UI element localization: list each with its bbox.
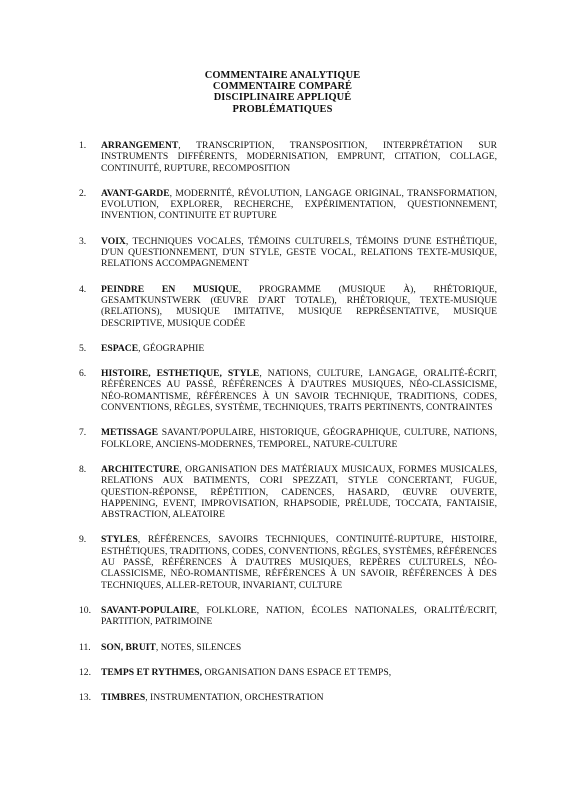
item-text: ORGANISATION DANS ESPACE ET TEMPS, bbox=[202, 666, 392, 678]
item-heading: METISSAGE bbox=[101, 427, 159, 439]
list-item bbox=[79, 642, 497, 653]
item-number: 13. bbox=[79, 692, 91, 704]
list-item bbox=[79, 692, 497, 703]
item-heading: TEMPS ET RYTHMES, bbox=[101, 666, 203, 678]
item-heading: ARCHITECTURE bbox=[101, 463, 180, 475]
list-item bbox=[79, 368, 497, 413]
item-heading: ARRANGEMENT bbox=[101, 140, 179, 151]
item-text: , RÉFÉRENCES, SAVOIRS TECHNIQUES, CONTINUITÉ-RUPTURE, HISTOIRE, ESTHÉTIQUES, TRADITIONS, CODES, CONVENTIONS, RÈGLES, SYSTÈMES, RÉFÉRENCES AU PASSÉ, RÉFÉRENCES À D'AUTRES MUSIQUES, REPÈRES CULTURELS, NÉO-CLASSICISME, NÉO-ROMANTISME, RÉFÉRENCES À UN SAVOIR, RÉFÉRENCES À DES TECHNIQUES, ALLER-RETOUR, INVARIANT, CULTURE bbox=[101, 534, 497, 591]
title-line: COMMENTAIRE COMPARÉ bbox=[212, 81, 353, 93]
item-number: 11. bbox=[79, 641, 91, 653]
item-text: , FOLKLORE, NATION, ÉCOLES NATIONALES, ORALITÉ/ECRIT, PARTITION, PATRIMOINE bbox=[101, 604, 497, 628]
item-text: , PROGRAMME (MUSIQUE À), RHÉTORIQUE, GESAMTKUNSTWERK (ŒUVRE D'ART TOTALE), RHÉTORIQUE, TEXTE-MUSIQUE (RELATIONS), MUSIQUE IMITATIVE, MUSIQUE REPRÉSENTATIVE, MUSIQUE DESCRIPTIVE, MUSIQUE CODÉE bbox=[101, 283, 497, 329]
item-heading: HISTOIRE, ESTHETIQUE, STYLE bbox=[101, 368, 260, 380]
item-text: , GÉOGRAPHIE bbox=[138, 342, 205, 354]
list-item bbox=[79, 343, 497, 354]
list-item bbox=[79, 236, 497, 270]
list-item bbox=[79, 140, 497, 174]
item-text: , TECHNIQUES VOCALES, TÉMOINS CULTURELS, TÉMOINS D'UNE ESTHÉTIQUE, D'UN QUESTIONNEMENT, D'UN STYLE, GESTE VOCAL, RELATIONS TEXTE-MUSIQUE, RELATIONS ACCOMPAGNEMENT bbox=[101, 235, 497, 270]
item-heading: SAVANT-POPULAIRE bbox=[101, 604, 197, 616]
item-heading: SON, BRUIT bbox=[101, 641, 156, 653]
title-line: COMMENTAIRE ANALYTIQUE bbox=[204, 70, 361, 81]
item-heading: ESPACE bbox=[101, 342, 139, 354]
item-heading: STYLES bbox=[101, 534, 138, 546]
item-text: , TRANSCRIPTION, TRANSPOSITION, INTERPRÉTATION SUR INSTRUMENTS DIFFÉRENTS, MODERNISATION, EMPRUNT, CITATION, COLLAGE, CONTINUITÉ, RUPTURE, RECOMPOSITION bbox=[101, 140, 497, 174]
item-number: 8. bbox=[79, 463, 87, 475]
item-heading: VOIX bbox=[101, 235, 126, 247]
title-line: DISCIPLINAIRE APPLIQUÉ bbox=[213, 92, 352, 104]
item-text: , MODERNITÉ, RÉVOLUTION, LANGAGE ORIGINAL, TRANSFORMATION, EVOLUTION, EXPLORER, RECHERCHE, EXPÉRIMENTATION, QUESTIONNEMENT, INVENTION, CONTINUITE ET RUPTURE bbox=[101, 187, 497, 222]
item-number: 3. bbox=[79, 235, 87, 247]
item-number: 12. bbox=[79, 666, 91, 678]
item-number: 1. bbox=[79, 140, 87, 151]
item-number: 6. bbox=[79, 368, 87, 380]
item-number: 4. bbox=[79, 283, 87, 295]
item-text: , INSTRUMENTATION, ORCHESTRATION bbox=[145, 692, 324, 704]
list-item bbox=[79, 667, 497, 678]
item-heading: TIMBRES bbox=[101, 692, 146, 704]
list-item bbox=[79, 188, 497, 222]
numbered-list bbox=[79, 140, 497, 717]
item-text: , ORGANISATION DES MATÉRIAUX MUSICAUX, FORMES MUSICALES, RELATIONS AUX BATIMENTS, CORI SPEZZATI, STYLE CONCERTANT, FUGUE, QUESTION-RÉPONSE, RÉPÉTITION, CADENCES, HASARD, ŒUVRE OUVERTE, HAPPENING, EVENT, IMPROVISATION, RHAPSODIE, PRÉLUDE, TOCCATA, FANTAISIE, ABSTRACTION, ALEATOIRE bbox=[101, 463, 497, 521]
list-item bbox=[79, 427, 497, 450]
list-item bbox=[79, 605, 497, 628]
item-heading: AVANT-GARDE bbox=[101, 187, 170, 199]
item-heading: PEINDRE EN MUSIQUE bbox=[101, 283, 239, 295]
item-number: 5. bbox=[79, 342, 87, 354]
document-title bbox=[0, 70, 565, 115]
list-item bbox=[79, 534, 497, 590]
item-text: , NOTES, SILENCES bbox=[155, 641, 242, 653]
item-number: 7. bbox=[79, 427, 87, 439]
item-number: 9. bbox=[79, 534, 87, 546]
list-item bbox=[79, 464, 497, 520]
item-number: 10. bbox=[79, 604, 91, 616]
item-text: SAVANT/POPULAIRE, HISTORIQUE, GÉOGRAPHIQUE, CULTURE, NATIONS, FOLKLORE, ANCIENS-MODERNES, TEMPOREL, NATURE-CULTURE bbox=[101, 427, 497, 450]
title-line: PROBLÉMATIQUES bbox=[232, 103, 333, 115]
item-text: , NATIONS, CULTURE, LANGAGE, ORALITÉ-ÉCRIT, RÉFÉRENCES AU PASSÉ, RÉFÉRENCES À D'AUTRES MUSIQUES, NÉO-CLASSICISME, NÉO-ROMANTISME, RÉFÉRENCES À UN SAVOIR TECHNIQUE, TRADITIONS, CODES, CONVENTIONS, RÈGLES, SYSTÈME, TECHNIQUES, TRAITS PERTINENTS, CONTRAINTES bbox=[101, 368, 497, 414]
item-number: 2. bbox=[79, 187, 87, 199]
list-item bbox=[79, 284, 497, 329]
